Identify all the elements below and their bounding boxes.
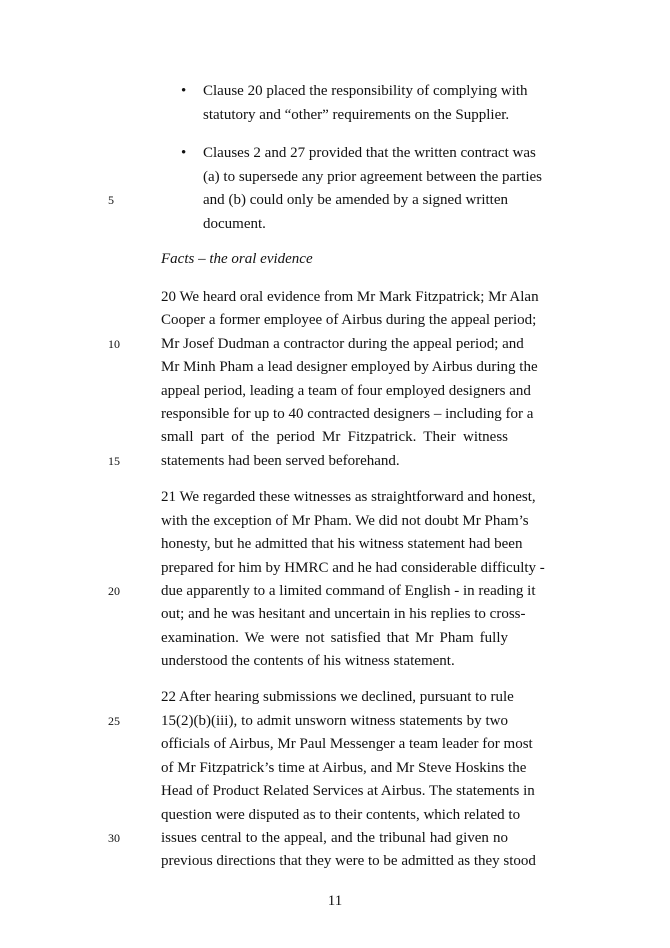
- bullet-symbol: •: [181, 83, 187, 99]
- line-number: 15: [108, 454, 120, 468]
- paragraph-22-line: previous directions that they were to be admitted as they stood: [161, 853, 536, 869]
- paragraph-21-line: prepared for him by HMRC and he had considerable difficulty -: [161, 560, 545, 576]
- paragraph-22-line: 15(2)(b)(iii), to admit unsworn witness statements by two: [161, 713, 508, 729]
- bullet-symbol: •: [181, 145, 187, 161]
- paragraph-21-line: understood the contents of his witness statement.: [161, 653, 455, 669]
- paragraph-20-line: small part of the period Mr Fitzpatrick. Their witness: [161, 429, 508, 445]
- line-number: 25: [108, 714, 120, 728]
- paragraph-22-line: of Mr Fitzpatrick’s time at Airbus, and Mr Steve Hoskins the: [161, 760, 527, 776]
- paragraph-22-line: question were disputed as to their contents, which related to: [161, 807, 521, 823]
- line-number: 10: [108, 337, 120, 351]
- section-heading: Facts – the oral evidence: [161, 251, 313, 267]
- paragraph-21-line: 21 We regarded these witnesses as straightforward and honest,: [161, 489, 536, 505]
- bullet-1-line: Clause 20 placed the responsibility of complying with: [203, 83, 528, 99]
- bullet-2-line: Clauses 2 and 27 provided that the written contract was: [203, 145, 536, 161]
- paragraph-22-line: officials of Airbus, Mr Paul Messenger a team leader for most: [161, 736, 533, 752]
- paragraph-20-line: appeal period, leading a team of four employed designers and: [161, 383, 531, 399]
- paragraph-20-line: 20 We heard oral evidence from Mr Mark Fitzpatrick; Mr Alan: [161, 289, 539, 305]
- paragraph-21-line: with the exception of Mr Pham. We did not doubt Mr Pham’s: [161, 513, 529, 529]
- bullet-2-line: (a) to supersede any prior agreement between the parties: [203, 169, 543, 185]
- paragraph-20-line: Cooper a former employee of Airbus during the appeal period;: [161, 312, 537, 328]
- paragraph-22-line: 22 After hearing submissions we declined, pursuant to rule: [161, 689, 514, 705]
- paragraph-21-line: examination. We were not satisfied that Mr Pham fully: [161, 630, 508, 646]
- paragraph-22-line: Head of Product Related Services at Airbus. The statements in: [161, 783, 535, 799]
- line-number: 20: [108, 584, 120, 598]
- line-number: 30: [108, 831, 120, 845]
- paragraph-20-line: statements had been served beforehand.: [161, 453, 400, 469]
- paragraph-21-line: due apparently to a limited command of English - in reading it: [161, 583, 536, 599]
- bullet-2-line: document.: [203, 216, 266, 232]
- paragraph-21-line: honesty, but he admitted that his witness statement had been: [161, 536, 523, 552]
- paragraph-20-line: Mr Minh Pham a lead designer employed by Airbus during the: [161, 359, 538, 375]
- bullet-1-line: statutory and “other” requirements on the Supplier.: [203, 107, 510, 123]
- paragraph-20-line: Mr Josef Dudman a contractor during the appeal period; and: [161, 336, 524, 352]
- bullet-2-line: and (b) could only be amended by a signed written: [203, 192, 508, 208]
- line-number: 5: [108, 193, 114, 207]
- paragraph-20-line: responsible for up to 40 contracted designers – including for a: [161, 406, 534, 422]
- paragraph-21-line: out; and he was hesitant and uncertain in his replies to cross-: [161, 606, 526, 622]
- paragraph-22-line: issues central to the appeal, and the tribunal had given no: [161, 830, 508, 846]
- page-number: 11: [327, 893, 343, 909]
